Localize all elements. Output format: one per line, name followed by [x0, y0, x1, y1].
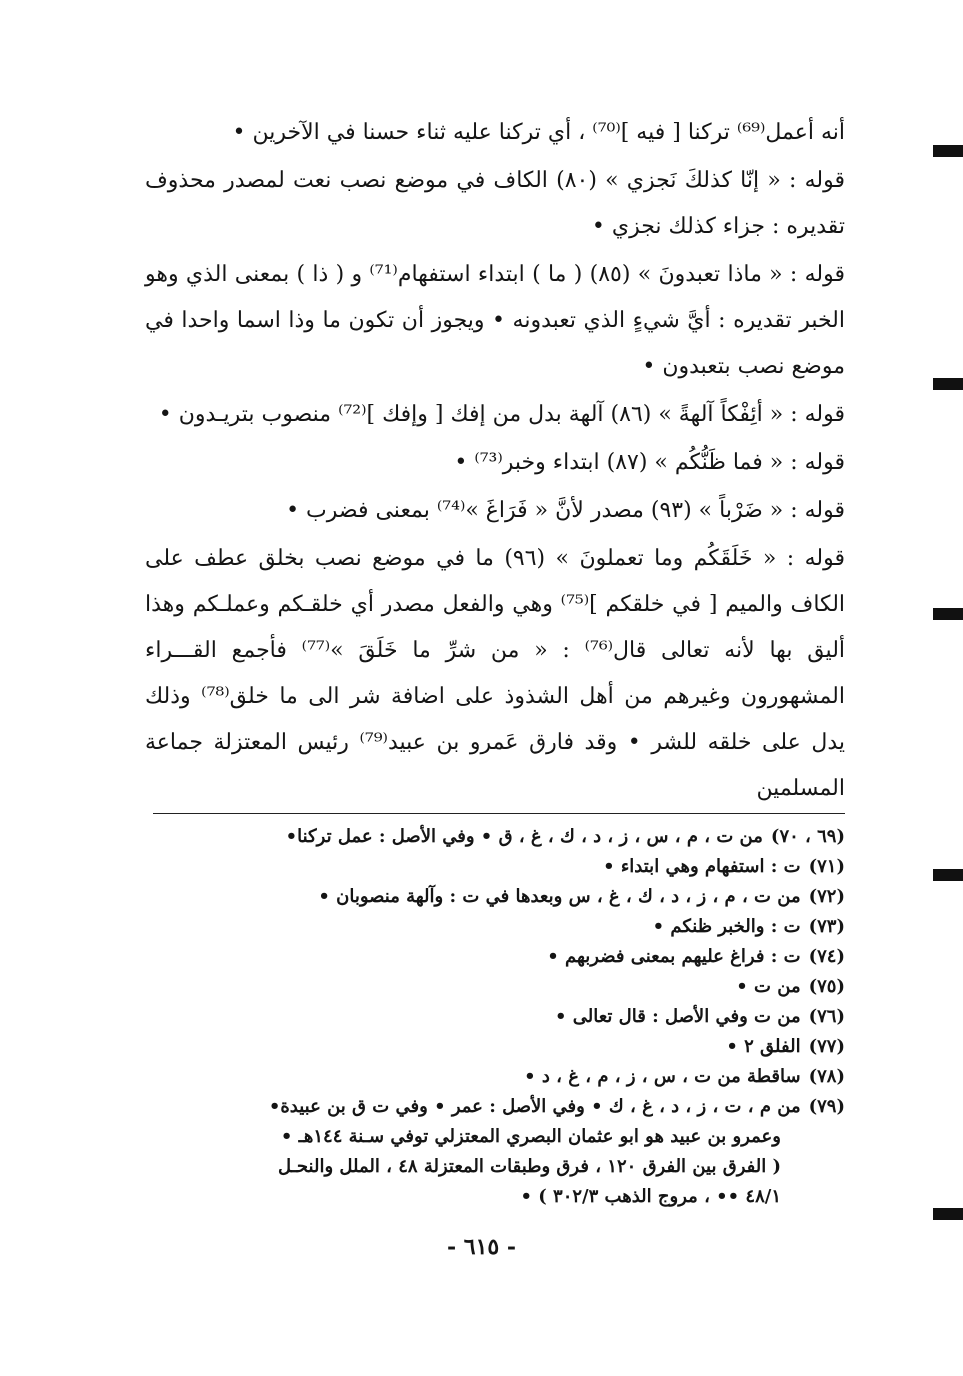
footnote: [145, 852, 845, 882]
footnote-text: ت : فراغ عليهم بمعنى فضربهم •: [547, 946, 801, 967]
footnote-text: من ت ، م ، ز ، د ، ك ، غ ، س وبعدها في ت : وآلهة منصوبان •: [318, 886, 801, 907]
footnote-number: (٦٩ ، ٧٠): [770, 826, 845, 847]
footnote-number: (٧٦): [808, 1006, 845, 1027]
footnote-text: من ت •: [736, 976, 801, 997]
edge-mark: [933, 608, 963, 620]
footnote-number: (٧٩): [808, 1096, 845, 1117]
page-number: - ٦١٥ -: [446, 1234, 517, 1260]
footnote: [145, 822, 845, 852]
paragraph: قوله : « خَلَقَكُم وما تعملونَ » (٩٦) ما في موضع نصب بخلق عطف على الكاف والميم [ في خلقكم ]⁽⁷⁵⁾ وهي والفعل مصدر أي خلقـكم وعملـكم وهذا أليق بها لأنه تعالى قال⁽⁷⁶⁾ : « من شرِّ ما خَلَقَ »⁽⁷⁷⁾ فأجمع القـــراء المشهورون وغيرهم من أهل الشذوذ على اضافة شر الى ما خلق⁽⁷⁸⁾ وذلك يدل على خلقه للشر • وقد فارق عَمرو بن عبيد⁽⁷⁹⁾ رئيس المعتزلة جماعة المسلمين: [145, 546, 846, 801]
footnote: [145, 942, 845, 972]
footnote-number: (٧٥): [808, 976, 845, 997]
paragraph: قوله : « ضَرْباً » (٩٣) مصدر لأنَّ « فَرَاغَ »⁽⁷⁴⁾ بمعنى فضرب •: [286, 498, 845, 523]
footnote: [145, 912, 845, 942]
footnote: [145, 1092, 845, 1122]
footnote-number: (٧٧): [808, 1036, 845, 1057]
footnote-number: (٧٤): [808, 946, 845, 967]
paragraph: قوله : « فما ظَنُّكُم » (٨٧) ابتداء وخبر⁽⁷³⁾ •: [454, 450, 845, 475]
footnote: [145, 882, 845, 912]
paragraph: أنه أعمل⁽⁶⁹⁾ تركنا [ فيه ]⁽⁷⁰⁾ ، أي تركنا عليه ثناء حسنا في الآخرين •: [232, 120, 845, 145]
footnote-text: من ت وفي الأصل : قال تعالى •: [554, 1006, 801, 1027]
footnote-continuation: ٤٨/١ •• ، مروج الذهب ٣٠٢/٣ ) •: [520, 1186, 781, 1207]
footnote: [145, 1062, 845, 1092]
footnotes: [145, 822, 845, 1212]
footnote-divider: [153, 813, 845, 814]
footnote-text: ت : استفهام وهي ابتداء •: [603, 856, 801, 877]
footnote-number: (٧٢): [808, 886, 845, 907]
footnote: [145, 1032, 845, 1062]
footnote-text: من م ، ت ، ز ، د ، غ ، ك • وفي الأصل : عمر • وفي ت ق بن عبيدة•: [268, 1096, 801, 1117]
footnote-continuation: ( الفرق بين الفرق ١٢٠ ، فرق وطبقات المعتزلة ٤٨ ، الملل والنحـل: [278, 1156, 781, 1177]
main-text: [145, 110, 845, 812]
edge-mark: [933, 869, 963, 881]
footnote-number: (٧١): [808, 856, 845, 877]
footnote: [145, 972, 845, 1002]
footnote-number: (٧٣): [808, 916, 845, 937]
footnote-continuation: وعمرو بن عبيد هو ابو عثمان البصري المعتزلي توفي سـنة ١٤٤هـ •: [280, 1126, 781, 1147]
edge-mark: [933, 145, 963, 157]
footnote-text: من ت ، م ، س ، ز ، د ، ك ، غ ، ق • وفي الأصل : عمل تركنا•: [285, 826, 763, 847]
footnote-text: ساقطة من ت ، س ، ز ، م ، غ ، د •: [524, 1066, 801, 1087]
footnote-text: الفلق ٢ •: [726, 1036, 801, 1057]
footnote: [145, 1002, 845, 1032]
edge-mark: [933, 378, 963, 390]
paragraph: قوله : « أئِفْكاً آلهةً » (٨٦) آلهة بدل من إفك [ وإفك ]⁽⁷²⁾ منصوب بتريـدون •: [158, 402, 845, 427]
footnote-number: (٧٨): [808, 1066, 845, 1087]
paragraph: قوله : « إنّا كذلكَ نَجزي » (٨٠) الكاف في موضع نصب نعت لمصدر محذوف تقديره : جزاء كذلك نجزي •: [145, 168, 845, 239]
edge-mark: [933, 1208, 963, 1220]
footnote-text: ت : والخبر ظنكم •: [652, 916, 801, 937]
paragraph: قوله : « ماذا تعبدونَ » (٨٥) ( ما ) ابتداء استفهام⁽⁷¹⁾ و ( ذا ) بمعنى الذي وهو الخبر تقديره : أيَّ شيءٍ الذي تعبدونه • ويجوز أن تكون ما وذا اسما واحدا في موضع نصب بتعبدون •: [145, 262, 846, 379]
